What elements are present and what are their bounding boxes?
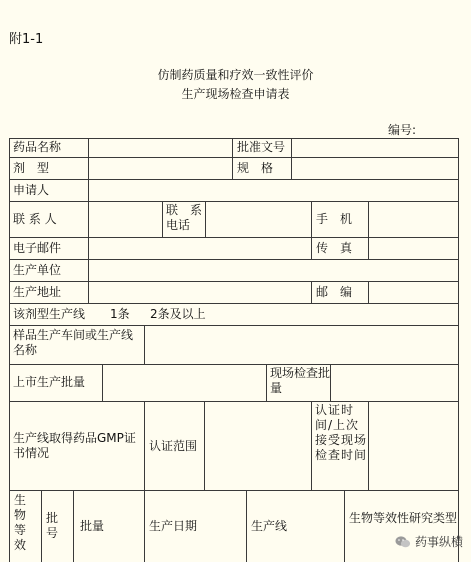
col-divider [330,364,331,401]
row-divider [9,281,459,282]
production-unit-label: 生产单位 [13,263,62,277]
row-divider [9,201,459,202]
specification-label: 规 格 [237,161,274,175]
col-divider [102,364,103,401]
serial-number-label: 编号: [388,123,417,137]
gmp-certificate-label: 生产线取得药品GMP证书情况 [13,431,136,460]
drug-name-label: 药品名称 [13,140,62,154]
col-divider [311,401,312,490]
col-divider [368,201,369,237]
certification-time-label: 认证时间/上次接受现场检查时间 [315,403,368,462]
fax-label: 传 真 [316,241,353,255]
production-line-label: 生产线 [251,519,288,533]
onsite-batch-size-label: 现场检查批量 [270,366,331,395]
row-divider [9,157,459,158]
watermark [395,533,463,550]
mobile-label: 手 机 [316,212,353,226]
col-divider [266,364,267,401]
postcode-label: 邮 编 [316,285,353,299]
col-divider [205,201,206,237]
batch-size-label: 批量 [80,519,105,533]
batch-number-label: 批号 [46,511,59,540]
col-divider [344,490,345,562]
col-divider [291,138,292,179]
col-divider [162,201,163,237]
market-batch-size-label: 上市生产批量 [13,375,86,389]
line-count-option-one: 1条 [110,307,130,321]
certification-scope-label: 认证范围 [149,439,198,453]
sample-workshop-label: 样品生产车间或生产线名称 [13,328,134,357]
col-divider [88,179,89,201]
approval-number-label: 批准文号 [237,140,286,154]
col-divider [368,237,369,259]
row-divider [9,490,459,491]
row-divider [9,259,459,260]
col-divider [144,490,145,562]
row-divider [9,364,459,365]
email-label: 电子邮件 [13,241,62,255]
col-divider [311,201,312,237]
table-border [9,138,10,562]
watermark-text: 药事纵横 [414,535,463,549]
col-divider [144,401,145,490]
form-title-line1: 仿制药质量和疗效一致性评价 [157,68,314,82]
col-divider [311,281,312,303]
col-divider [88,201,89,237]
row-divider [9,325,459,326]
col-divider [73,490,74,562]
bioequivalence-study-type-label: 生物等效性研究类型 [349,511,458,525]
line-count-option-two-plus: 2条及以上 [150,307,206,321]
col-divider [88,237,89,259]
col-divider [88,259,89,281]
col-divider [311,237,312,259]
col-divider [88,281,89,303]
dosage-form-label: 剂 型 [13,161,50,175]
production-address-label: 生产地址 [13,285,62,299]
contact-person-label: 联 系 人 [13,212,57,226]
col-divider [88,138,89,179]
contact-phone-label: 联 系 电话 [166,203,203,232]
production-date-label: 生产日期 [149,519,198,533]
col-divider [144,325,145,364]
col-divider [368,281,369,303]
wechat-icon [395,535,411,549]
row-divider [9,237,459,238]
form-title-line2: 生产现场检查申请表 [181,87,290,101]
col-divider [41,490,42,562]
col-divider [246,490,247,562]
col-divider [368,401,369,490]
applicant-label: 申请人 [13,183,50,197]
bioequivalence-label: 生物等效 [14,493,27,552]
row-divider [9,179,459,180]
table-border [9,138,459,139]
table-border [458,138,459,562]
col-divider [204,401,205,490]
attachment-number: 附1-1 [9,32,44,47]
production-line-count-label: 该剂型生产线 [13,307,86,321]
row-divider [9,401,459,402]
col-divider [232,138,233,179]
row-divider [9,303,459,304]
